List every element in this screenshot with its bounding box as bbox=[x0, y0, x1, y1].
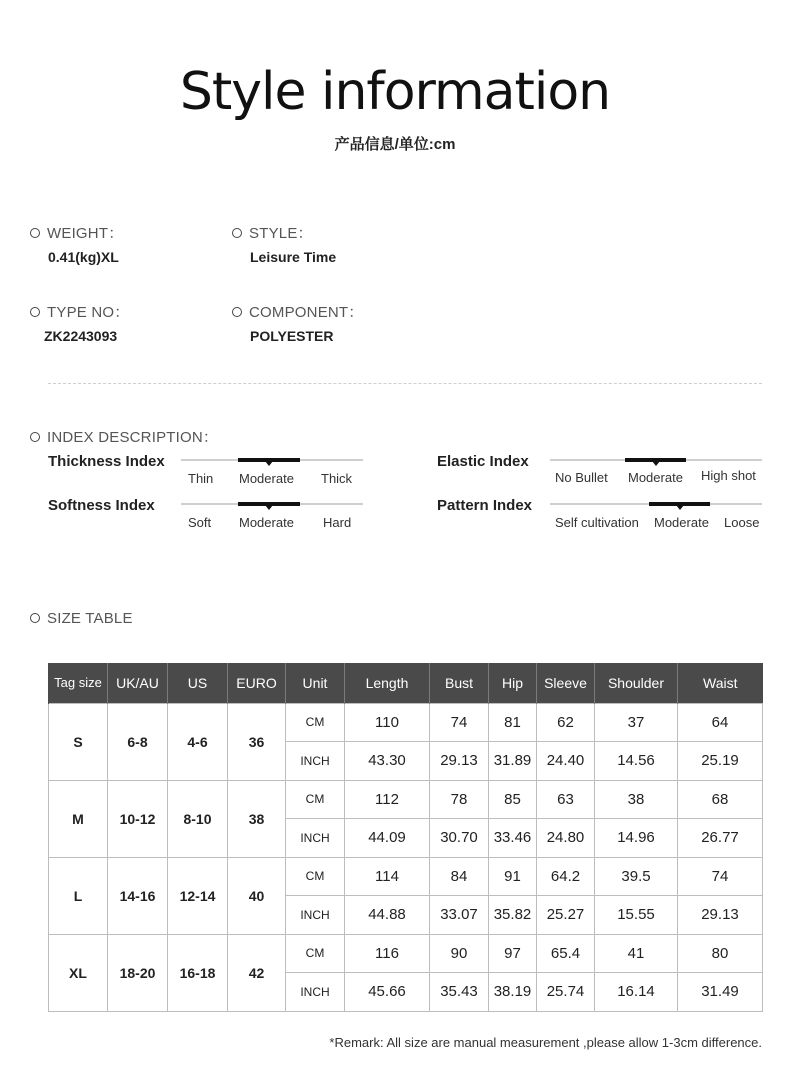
bust-cell: 29.13 bbox=[430, 742, 489, 781]
sleeve-cell: 25.74 bbox=[537, 973, 595, 1012]
scale-option: Moderate bbox=[654, 515, 709, 530]
section-divider bbox=[48, 383, 762, 384]
pattern-index-name: Pattern Index bbox=[437, 497, 533, 514]
ukau-cell: 10-12 bbox=[108, 780, 168, 857]
scale-option: Loose bbox=[724, 515, 760, 530]
waist-cell: 29.13 bbox=[678, 896, 763, 935]
sleeve-cell: 24.80 bbox=[537, 819, 595, 858]
thickness-index-name: Thickness Index bbox=[48, 453, 165, 470]
component-label-text: COMPONENT： bbox=[249, 304, 364, 321]
length-cell: 44.09 bbox=[345, 819, 430, 858]
header-euro: EURO bbox=[228, 663, 286, 703]
shoulder-cell: 39.5 bbox=[595, 857, 678, 896]
us-cell: 4-6 bbox=[168, 703, 228, 780]
unit-cell: CM bbox=[286, 703, 345, 742]
tag-size-cell: L bbox=[49, 857, 108, 934]
waist-cell: 31.49 bbox=[678, 973, 763, 1012]
tag-size-cell: M bbox=[49, 780, 108, 857]
circle-bullet-icon bbox=[30, 228, 40, 238]
hip-cell: 91 bbox=[489, 857, 537, 896]
sleeve-cell: 64.2 bbox=[537, 857, 595, 896]
unit-cell: INCH bbox=[286, 742, 345, 781]
size-table-label bbox=[30, 610, 133, 627]
elastic-index-name: Elastic Index bbox=[437, 453, 529, 470]
sleeve-cell: 62 bbox=[537, 703, 595, 742]
index-description-label bbox=[30, 426, 218, 447]
waist-cell: 64 bbox=[678, 703, 763, 742]
hip-cell: 33.46 bbox=[489, 819, 537, 858]
header-us: US bbox=[168, 663, 228, 703]
scale-selected-marker bbox=[238, 502, 300, 506]
euro-cell: 40 bbox=[228, 857, 286, 934]
length-cell: 112 bbox=[345, 780, 430, 819]
bust-cell: 84 bbox=[430, 857, 489, 896]
hip-cell: 31.89 bbox=[489, 742, 537, 781]
sleeve-cell: 63 bbox=[537, 780, 595, 819]
style-label bbox=[232, 222, 313, 243]
scale-option: Moderate bbox=[239, 515, 294, 530]
remark-note: *Remark: All size are manual measurement ,please allow 1-3cm difference. bbox=[329, 1035, 762, 1050]
weight-label-text: WEIGHT： bbox=[47, 225, 124, 242]
length-cell: 44.88 bbox=[345, 896, 430, 935]
shoulder-cell: 38 bbox=[595, 780, 678, 819]
index-description-text: INDEX DESCRIPTION： bbox=[47, 429, 219, 446]
unit-cell: CM bbox=[286, 780, 345, 819]
elastic-index-scale bbox=[550, 458, 762, 488]
tag-size-cell: S bbox=[49, 703, 108, 780]
sleeve-cell: 65.4 bbox=[537, 934, 595, 973]
scale-option: Thick bbox=[321, 471, 353, 486]
pattern-index-scale bbox=[550, 502, 762, 532]
us-cell: 16-18 bbox=[168, 934, 228, 1011]
style-label-text: STYLE： bbox=[249, 225, 313, 242]
sleeve-cell: 24.40 bbox=[537, 742, 595, 781]
type-no-label bbox=[30, 301, 129, 322]
table-row bbox=[49, 780, 763, 819]
waist-cell: 80 bbox=[678, 934, 763, 973]
unit-cell: INCH bbox=[286, 973, 345, 1012]
circle-bullet-icon bbox=[232, 307, 242, 317]
euro-cell: 36 bbox=[228, 703, 286, 780]
ukau-cell: 14-16 bbox=[108, 857, 168, 934]
circle-bullet-icon bbox=[232, 228, 242, 238]
shoulder-cell: 14.56 bbox=[595, 742, 678, 781]
circle-bullet-icon bbox=[30, 613, 40, 623]
thickness-index-scale bbox=[181, 458, 363, 488]
size-table bbox=[48, 663, 763, 1012]
tag-size-cell: XL bbox=[49, 934, 108, 1011]
length-cell: 45.66 bbox=[345, 973, 430, 1012]
type-no-label-text: TYPE NO： bbox=[47, 304, 130, 321]
length-cell: 43.30 bbox=[345, 742, 430, 781]
unit-cell: INCH bbox=[286, 896, 345, 935]
bust-cell: 30.70 bbox=[430, 819, 489, 858]
scale-option: Thin bbox=[188, 471, 214, 486]
unit-cell: INCH bbox=[286, 819, 345, 858]
size-table-label-text: SIZE TABLE bbox=[47, 610, 133, 627]
scale-selected-marker bbox=[649, 502, 710, 506]
weight-value: 0.41(kg)XL bbox=[48, 249, 119, 265]
header-hip: Hip bbox=[489, 663, 537, 703]
hip-cell: 97 bbox=[489, 934, 537, 973]
waist-cell: 68 bbox=[678, 780, 763, 819]
circle-bullet-icon bbox=[30, 432, 40, 442]
waist-cell: 74 bbox=[678, 857, 763, 896]
table-row bbox=[49, 857, 763, 896]
scale-option: Moderate bbox=[628, 470, 683, 485]
length-cell: 114 bbox=[345, 857, 430, 896]
us-cell: 12-14 bbox=[168, 857, 228, 934]
header-waist: Waist bbox=[678, 663, 763, 703]
weight-label bbox=[30, 222, 123, 243]
euro-cell: 42 bbox=[228, 934, 286, 1011]
size-table-header-row bbox=[49, 663, 763, 703]
header-tag-size: Tag size bbox=[49, 663, 108, 703]
header-bust: Bust bbox=[430, 663, 489, 703]
softness-index-name: Softness Index bbox=[48, 497, 155, 514]
style-value: Leisure Time bbox=[250, 249, 337, 265]
length-cell: 116 bbox=[345, 934, 430, 973]
table-row bbox=[49, 703, 763, 742]
shoulder-cell: 15.55 bbox=[595, 896, 678, 935]
softness-index-scale bbox=[181, 502, 363, 532]
component-value: POLYESTER bbox=[250, 328, 334, 344]
scale-option: Moderate bbox=[239, 471, 294, 486]
bust-cell: 35.43 bbox=[430, 973, 489, 1012]
hip-cell: 85 bbox=[489, 780, 537, 819]
hip-cell: 81 bbox=[489, 703, 537, 742]
shoulder-cell: 16.14 bbox=[595, 973, 678, 1012]
page-title: Style information bbox=[179, 62, 611, 122]
header-length: Length bbox=[345, 663, 430, 703]
waist-cell: 25.19 bbox=[678, 742, 763, 781]
hip-cell: 38.19 bbox=[489, 973, 537, 1012]
component-label bbox=[232, 301, 364, 322]
scale-selected-marker bbox=[625, 458, 686, 462]
circle-bullet-icon bbox=[30, 307, 40, 317]
scale-option: High shot bbox=[701, 468, 756, 483]
shoulder-cell: 14.96 bbox=[595, 819, 678, 858]
euro-cell: 38 bbox=[228, 780, 286, 857]
us-cell: 8-10 bbox=[168, 780, 228, 857]
scale-selected-marker bbox=[238, 458, 300, 462]
scale-option: Self cultivation bbox=[555, 515, 639, 530]
header-unit: Unit bbox=[286, 663, 345, 703]
type-no-value: ZK2243093 bbox=[44, 328, 118, 344]
ukau-cell: 18-20 bbox=[108, 934, 168, 1011]
shoulder-cell: 41 bbox=[595, 934, 678, 973]
bust-cell: 74 bbox=[430, 703, 489, 742]
sleeve-cell: 25.27 bbox=[537, 896, 595, 935]
bust-cell: 90 bbox=[430, 934, 489, 973]
header-ukau: UK/AU bbox=[108, 663, 168, 703]
hip-cell: 35.82 bbox=[489, 896, 537, 935]
page-subtitle: 产品信息/单位:cm bbox=[334, 136, 456, 153]
header-shoulder: Shoulder bbox=[595, 663, 678, 703]
scale-option: No Bullet bbox=[555, 470, 608, 485]
length-cell: 110 bbox=[345, 703, 430, 742]
scale-option: Soft bbox=[188, 515, 212, 530]
shoulder-cell: 37 bbox=[595, 703, 678, 742]
bust-cell: 33.07 bbox=[430, 896, 489, 935]
header-sleeve: Sleeve bbox=[537, 663, 595, 703]
unit-cell: CM bbox=[286, 934, 345, 973]
waist-cell: 26.77 bbox=[678, 819, 763, 858]
ukau-cell: 6-8 bbox=[108, 703, 168, 780]
scale-option: Hard bbox=[323, 515, 352, 530]
unit-cell: CM bbox=[286, 857, 345, 896]
bust-cell: 78 bbox=[430, 780, 489, 819]
table-row bbox=[49, 934, 763, 973]
